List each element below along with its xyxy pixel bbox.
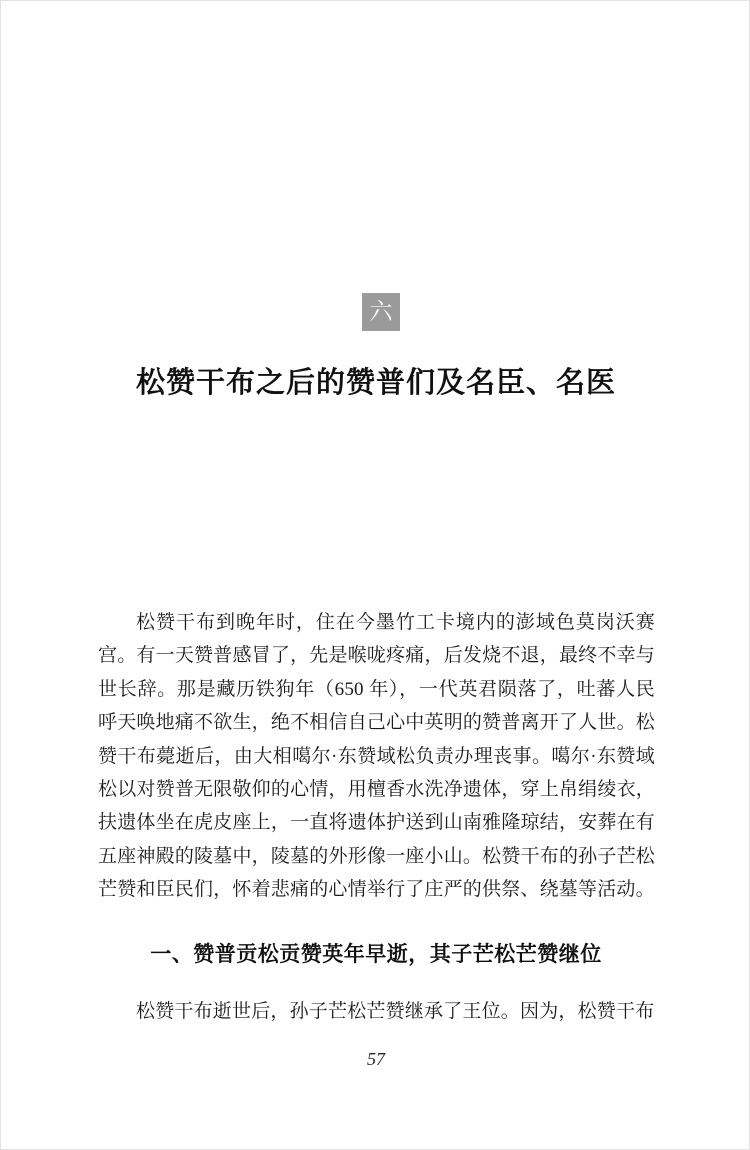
body-paragraph-2: 松赞干布逝世后，孙子芒松芒赞继承了王位。因为，松赞干布 [136, 1001, 655, 1022]
page-number: 57 [367, 1049, 385, 1069]
body-paragraph-1: 松赞干布到晚年时，住在今墨竹工卡境内的澎域色莫岗沃赛宫。有一天赞普感冒了，先是喉咙疼痛，后发烧不退，最终不幸与世长辞。那是藏历铁狗年（650 年），一代英君陨落了，吐蕃人民呼天唤地痛不欲生，绝不相信自己心中英明的赞普离开了人世。松赞干布薨逝后，由大相噶尔·东赞域松负责办理丧事。噶尔·东赞域松以对赞普无限敬仰的心情，用檀香水洗净遗体，穿上帛绢绫衣，扶遗体坐在虎皮座上，一直将遗体护送到山南雅隆琼结，安葬在有五座神殿的陵墓中，陵墓的外形像一座小山。松赞干布的孙子芒松芒赞和臣民们，怀着悲痛的心情举行了庄严的供祭、绕墓等活动。 [98, 612, 655, 901]
chapter-title: 松赞干布之后的赞普们及名臣、名医 [135, 367, 616, 400]
chapter-number-badge: 六 [362, 293, 400, 331]
section-heading: 一、赞普贡松贡赞英年早逝，其子芒松芒赞继位 [150, 943, 602, 967]
